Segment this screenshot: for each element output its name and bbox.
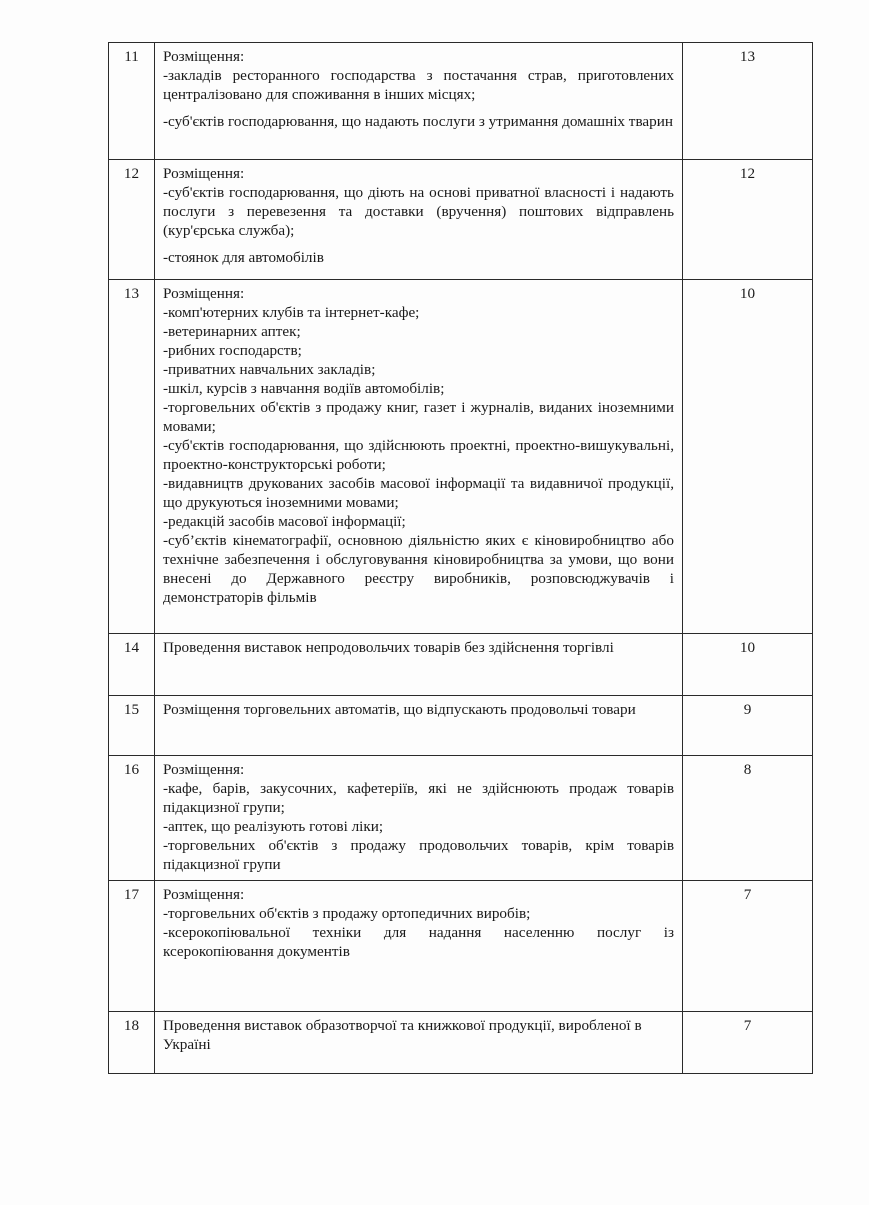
- table-row: [109, 756, 813, 881]
- row-score: 12: [683, 160, 813, 280]
- row-description: [155, 160, 683, 280]
- row-score: 7: [683, 1012, 813, 1074]
- row-item: -кафе, барів, закусочних, кафетеріїв, які не здійснюють продаж товарів підакцизної групи;: [163, 780, 674, 816]
- row-score: 9: [683, 696, 813, 756]
- row-score: 13: [683, 43, 813, 160]
- table-row: [109, 881, 813, 1012]
- row-item: -приватних навчальних закладів;: [163, 361, 376, 378]
- row-item: -рибних господарств;: [163, 342, 302, 359]
- row-number: 14: [109, 634, 155, 696]
- row-description: [155, 43, 683, 160]
- row-description: [155, 634, 683, 696]
- row-score: 7: [683, 881, 813, 1012]
- row-score: 10: [683, 634, 813, 696]
- table-row: [109, 634, 813, 696]
- table-row: [109, 160, 813, 280]
- row-item: -ксерокопіювальної техніки для надання населенню послуг із ксерокопіювання документів: [163, 924, 674, 960]
- row-description: [155, 696, 683, 756]
- row-number: 13: [109, 280, 155, 634]
- row-number: 12: [109, 160, 155, 280]
- row-description: [155, 881, 683, 1012]
- row-item: -редакцій засобів масової інформації;: [163, 513, 406, 530]
- row-item: -видавництв друкованих засобів масової інформації та видавничої продукції, що друкуються іноземними мовами;: [163, 475, 674, 511]
- table-row: [109, 43, 813, 160]
- row-item: -суб'єктів господарювання, що діють на основі приватної власності і надають послуги з перевезення та доставки (вручення) поштових відправлень (кур'єрська служба);: [163, 184, 674, 239]
- row-item: -шкіл, курсів з навчання водіїв автомобілів;: [163, 380, 445, 397]
- row-description: [155, 756, 683, 881]
- row-text: Розміщення торговельних автоматів, що відпускають продовольчі товари: [163, 701, 636, 718]
- row-item: -торговельних об'єктів з продажу ортопедичних виробів;: [163, 905, 531, 922]
- row-score: 10: [683, 280, 813, 634]
- row-number: 15: [109, 696, 155, 756]
- row-text: Проведення виставок образотворчої та книжкової продукції, виробленої в Україні: [163, 1017, 642, 1053]
- row-description: [155, 280, 683, 634]
- row-item: -суб’єктів кінематографії, основною діяльністю яких є кіновиробництво або технічне забезпечення і обслуговування кіновиробництва за умови, що вони внесені до Державного реєстру виробників, розповсюджувачів і демонстраторів фільмів: [163, 532, 674, 606]
- row-item: -суб'єктів господарювання, що здійснюють проектні, проектно-вишукувальні, проектно-конструкторські роботи;: [163, 437, 674, 473]
- row-item: -торговельних об'єктів з продажу продовольчих товарів, крім товарів підакцизної групи: [163, 837, 674, 873]
- table-row: [109, 696, 813, 756]
- row-title: Розміщення:: [163, 761, 245, 778]
- row-item: -ветеринарних аптек;: [163, 323, 301, 340]
- row-item: -комп'ютерних клубів та інтернет-кафе;: [163, 304, 420, 321]
- row-item: -аптек, що реалізують готові ліки;: [163, 818, 384, 835]
- row-title: Розміщення:: [163, 165, 245, 182]
- row-title: Розміщення:: [163, 886, 245, 903]
- row-number: 18: [109, 1012, 155, 1074]
- row-item: -стоянок для автомобілів: [163, 249, 324, 266]
- row-description: [155, 1012, 683, 1074]
- row-title: Розміщення:: [163, 285, 245, 302]
- row-item: -торговельних об'єктів з продажу книг, газет і журналів, виданих іноземними мовами;: [163, 399, 674, 435]
- row-title: Розміщення:: [163, 48, 245, 65]
- row-item: -закладів ресторанного господарства з постачання страв, приготовлених централізовано для споживання в інших місцях;: [163, 67, 674, 103]
- activity-rates-table: [108, 42, 813, 1074]
- row-number: 11: [109, 43, 155, 160]
- row-number: 16: [109, 756, 155, 881]
- table-row: [109, 1012, 813, 1074]
- row-score: 8: [683, 756, 813, 881]
- row-number: 17: [109, 881, 155, 1012]
- table-row: [109, 280, 813, 634]
- row-item: -суб'єктів господарювання, що надають послуги з утримання домашніх тварин: [163, 113, 674, 130]
- row-text: Проведення виставок непродовольчих товарів без здійснення торгівлі: [163, 639, 614, 656]
